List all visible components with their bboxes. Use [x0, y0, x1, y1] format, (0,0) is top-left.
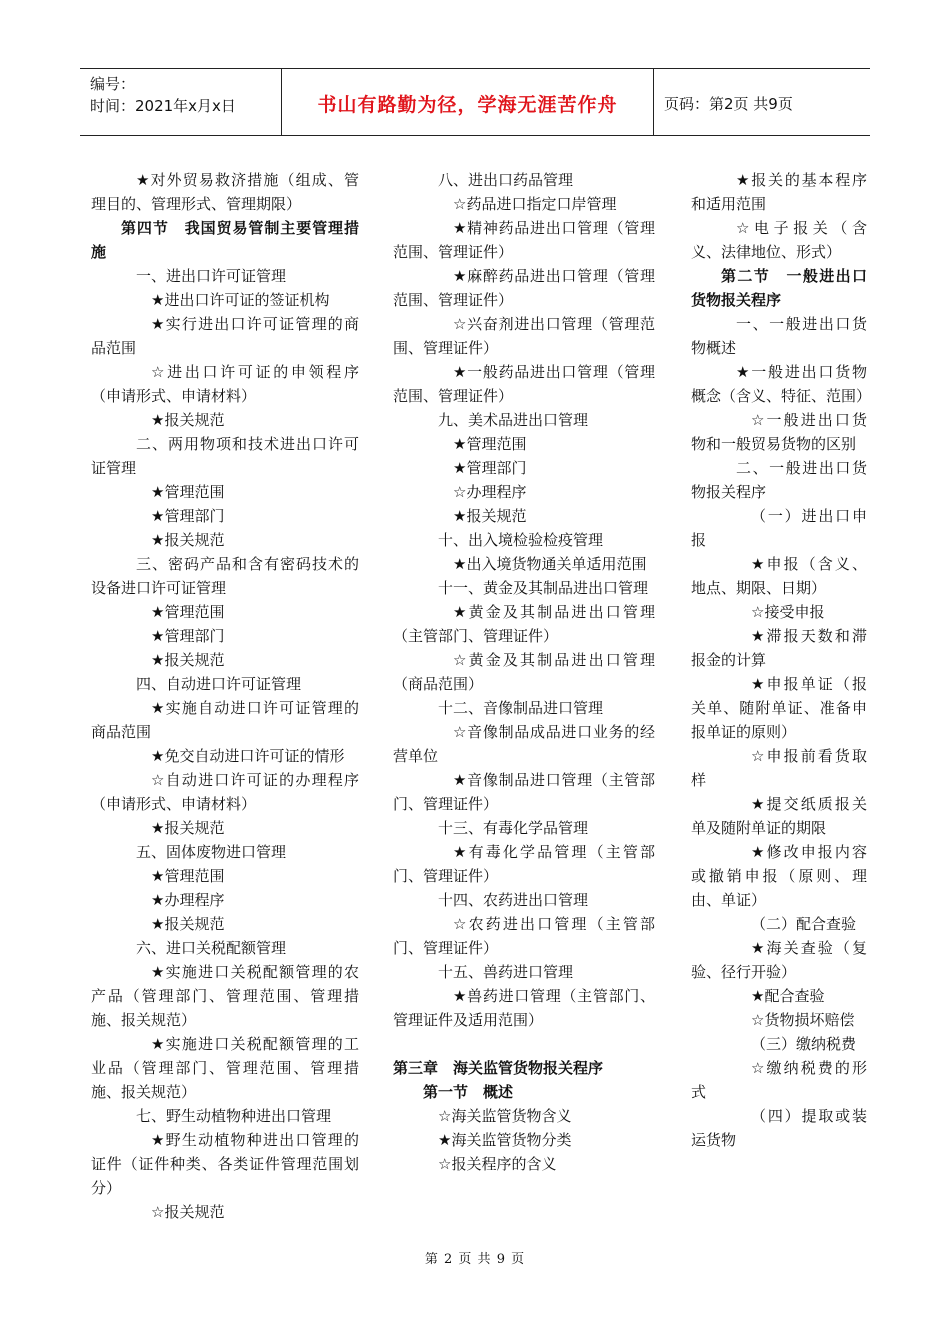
outline-item: ★管理部门 — [151, 507, 225, 525]
section-heading: 第四节 我国贸易管制主要管理措施 — [91, 219, 359, 261]
outline-item: ☆办理程序 — [453, 483, 527, 501]
outline-item: ★报关规范 — [151, 819, 225, 837]
outline-item: 四、自动进口许可证管理 — [136, 675, 302, 693]
outline-item: ☆药品进口指定口岸管理 — [453, 195, 617, 213]
outline-item: ★滞报天数和滞报金的计算 — [691, 627, 867, 669]
outline-item: ★管理部门 — [151, 627, 225, 645]
outline-item: ☆电子报关（含义、法律地位、形式） — [691, 219, 867, 261]
outline-item: ★配合查验 — [751, 987, 825, 1005]
outline-item: ★报关规范 — [151, 651, 225, 669]
outline-item: 十、出入境检验检疫管理 — [438, 531, 604, 549]
outline-item: ★海关查验（复验、径行开验） — [691, 939, 867, 981]
outline-item: 十三、有毒化学品管理 — [438, 819, 589, 837]
page-footer: 第 2 页 共 9 页 — [424, 1252, 526, 1267]
outline-item: 七、野生动植物种进出口管理 — [136, 1107, 332, 1125]
text-column-3 — [691, 168, 872, 1152]
outline-item: ☆报关程序的含义 — [438, 1155, 557, 1173]
outline-item: ★海关监管货物分类 — [438, 1131, 572, 1149]
page-header — [80, 68, 870, 136]
outline-item: ★提交纸质报关单及随附单证的期限 — [691, 795, 867, 837]
outline-item: ☆报关规范 — [151, 1203, 225, 1221]
outline-item: （三）缴纳税费 — [751, 1035, 857, 1053]
outline-item: ☆农药进出口管理（主管部门、管理证件） — [393, 915, 655, 957]
header-page-label: 页码：第2页 共9页 — [664, 94, 793, 113]
outline-item: （四）提取或装运货物 — [691, 1107, 867, 1149]
spacer — [393, 1032, 655, 1056]
text-column-2 — [393, 168, 655, 1176]
document-number-label: 编号： — [90, 75, 136, 93]
outline-item: ★修改申报内容或撤销申报（原则、理由、单证） — [691, 843, 867, 909]
outline-item: ★管理部门 — [453, 459, 527, 477]
outline-item: ★出入境货物通关单适用范围 — [453, 555, 647, 573]
outline-item: ★麻醉药品进出口管理（管理范围、管理证件） — [393, 267, 655, 309]
section-heading: 第二节 一般进出口货物报关程序 — [691, 267, 867, 309]
outline-item: 十二、音像制品进口管理 — [438, 699, 604, 717]
outline-item: 一、一般进出口货物概述 — [691, 315, 867, 357]
outline-item: ☆接受申报 — [751, 603, 825, 621]
outline-item: （二）配合查验 — [751, 915, 857, 933]
outline-item: ☆货物损坏赔偿 — [751, 1011, 855, 1029]
outline-item: 三、密码产品和含有密码技术的设备进口许可证管理 — [91, 555, 359, 597]
outline-item: ★精神药品进出口管理（管理范围、管理证件） — [393, 219, 655, 261]
outline-item: 二、一般进出口货物报关程序 — [691, 459, 867, 501]
outline-item: 八、进出口药品管理 — [438, 171, 574, 189]
outline-item: ★一般进出口货物概念（含义、特征、范围） — [691, 363, 872, 405]
outline-item: ★报关的基本程序和适用范围 — [691, 171, 867, 213]
outline-item: ☆缴纳税费的形式 — [691, 1059, 867, 1101]
outline-item: 十五、兽药进口管理 — [438, 963, 574, 981]
header-motto: 书山有路勤为径，学海无涯苦作舟 — [282, 69, 654, 135]
outline-item: ★兽药进口管理（主管部门、管理证件及适用范围） — [393, 987, 655, 1029]
outline-item: ★管理范围 — [151, 483, 225, 501]
outline-item: ★实施进口关税配额管理的农产品（管理部门、管理范围、管理措施、报关规范） — [91, 963, 359, 1029]
outline-item: ★免交自动进口许可证的情形 — [151, 747, 345, 765]
outline-item: ☆音像制品成品进口业务的经营单位 — [393, 723, 655, 765]
outline-item: 九、美术品进出口管理 — [438, 411, 589, 429]
outline-item: ★报关规范 — [151, 411, 225, 429]
outline-item: 二、两用物项和技术进出口许可证管理 — [91, 435, 359, 477]
outline-item: ☆申报前看货取样 — [691, 747, 867, 789]
outline-item: ★对外贸易救济措施（组成、管理目的、管理形式、管理期限） — [91, 171, 359, 213]
outline-item: ☆自动进口许可证的办理程序（申请形式、申请材料） — [91, 771, 359, 813]
outline-item: ★报关规范 — [151, 915, 225, 933]
document-date-label: 时间：2021年x月x日 — [90, 97, 236, 115]
outline-item: 六、进口关税配额管理 — [136, 939, 287, 957]
outline-item: 十四、农药进出口管理 — [438, 891, 589, 909]
outline-item: ★实施自动进口许可证管理的商品范围 — [91, 699, 359, 741]
outline-item: ★进出口许可证的签证机构 — [151, 291, 330, 309]
outline-item: ★报关规范 — [453, 507, 527, 525]
outline-item: 十一、黄金及其制品进出口管理 — [438, 579, 649, 597]
outline-item: （一）进出口申报 — [691, 507, 867, 549]
section-heading: 第一节 概述 — [423, 1083, 514, 1101]
outline-item: ★实施进口关税配额管理的工业品（管理部门、管理范围、管理措施、报关规范） — [91, 1035, 359, 1101]
outline-item: ★音像制品进口管理（主管部门、管理证件） — [393, 771, 655, 813]
outline-item: ★管理范围 — [151, 603, 225, 621]
outline-item: ★一般药品进出口管理（管理范围、管理证件） — [393, 363, 655, 405]
header-meta — [80, 69, 282, 135]
outline-item: ☆一般进出口货物和一般贸易货物的区别 — [691, 411, 867, 453]
outline-item: ★实行进出口许可证管理的商品范围 — [91, 315, 359, 357]
outline-item: ★申报（含义、地点、期限、日期） — [691, 555, 867, 597]
outline-item: ★管理范围 — [151, 867, 225, 885]
outline-item: ★有毒化学品管理（主管部门、管理证件） — [393, 843, 655, 885]
outline-item: ☆海关监管货物含义 — [438, 1107, 572, 1125]
outline-item: ☆进出口许可证的申领程序（申请形式、申请材料） — [91, 363, 359, 405]
outline-item: ☆黄金及其制品进出口管理（商品范围） — [393, 651, 655, 693]
text-column-1 — [91, 168, 359, 1224]
outline-item: ★管理范围 — [453, 435, 527, 453]
outline-item: ☆兴奋剂进出口管理（管理范围、管理证件） — [393, 315, 655, 357]
outline-item: 一、进出口许可证管理 — [136, 267, 287, 285]
outline-item: ★报关规范 — [151, 531, 225, 549]
outline-item: 五、固体废物进口管理 — [136, 843, 287, 861]
outline-item: ★黄金及其制品进出口管理（主管部门、管理证件） — [393, 603, 655, 645]
section-heading: 第三章 海关监管货物报关程序 — [393, 1059, 604, 1077]
outline-item: ★野生动植物种进出口管理的证件（证件种类、各类证件管理范围划分） — [91, 1131, 359, 1197]
outline-item: ★办理程序 — [151, 891, 225, 909]
outline-item: ★申报单证（报关单、随附单证、准备申报单证的原则） — [691, 675, 867, 741]
